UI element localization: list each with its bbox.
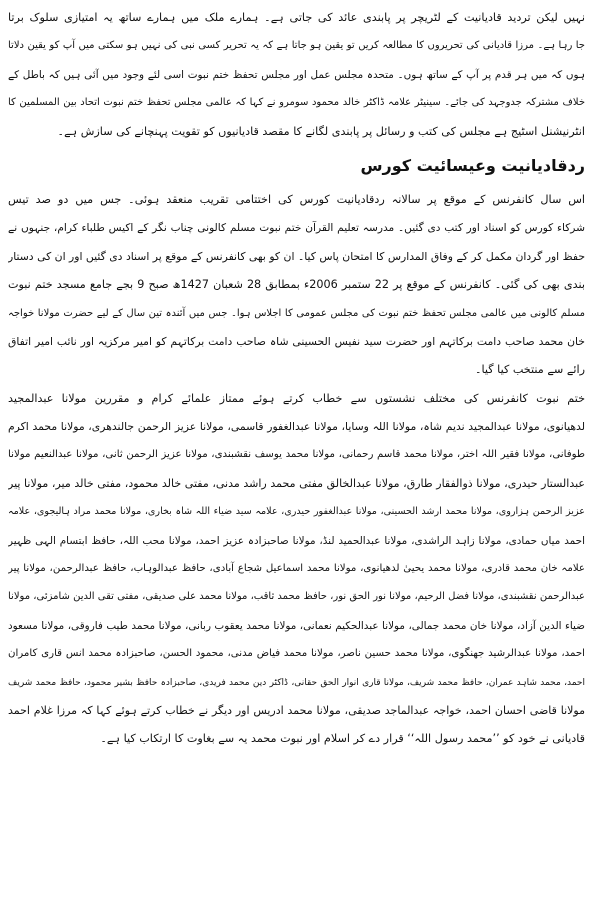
paragraph-speakers <box>8 385 585 754</box>
text-line: احمد، محمد شاہد عمران، حافظ محمد شریف، مولانا قاری انوار الحق حقانی، ڈاکٹر دین محمد فریدی، صاحبزادہ حافظ بشیر محمود، حافظ محمد شریف <box>8 677 585 688</box>
section-heading: ردقادیانیت وعیسائیت کورس <box>360 155 585 175</box>
text-line: عزیز الرحمن ہزاروی، مولانا محمد ارشد الحسینی، مولانا عبدالغفور حیدری، علامہ سید ضیاء اللہ شاہ بخاری، مولانا محمد مراد ہالیجوی، علامہ <box>8 506 585 518</box>
text-line: ہوں کہ میں ہر قدم پر آپ کے ساتھ ہوں۔ متحدہ مجلس عمل اور مجلس تحفظ ختم نبوت اسی لئے وجود میں آئی ہیں کہ باطل کے <box>8 68 585 81</box>
text-line: مسلم کالونی میں عالمی مجلس تحفظ ختم نبوت کی مجلس عمومی کا اجلاس ہوا۔ جس میں آئندہ تین سال کے لیے حضرت مولانا خواجہ <box>8 307 585 319</box>
text-line: رائے سے منتخب کیا گیا۔ <box>474 363 585 377</box>
text-line: جا رہا ہے۔ مرزا قادیانی کی تحریروں کا مطالعہ کریں تو یقین ہو جاتا ہے کہ یہ تحریر کسی نبی کی نہیں ہو سکتی میں آپ کو یقین دلاتا <box>8 40 585 52</box>
text-line: مولانا قاضی احسان احمد، خواجہ عبدالماجد صدیقی، مولانا محمد ادریس اور دیگر نے خطاب کرتے ہوئے کہا کہ مرزا غلام احمد <box>8 703 585 717</box>
text-line: خان محمد صاحب دامت برکاتہم اور حضرت سید نفیس الحسینی شاہ صاحب دامت برکاتہم کو امیر مرکزیہ اور نائب امیر اتفاق <box>8 334 585 348</box>
text-line: انٹرنیشنل اسٹیج ہے مجلس کی کتب و رسائل پر پابندی لگانے کا مقصد قادیانیوں کو تقویت پہنچانے کی سازش ہے۔ <box>57 124 585 138</box>
text-line: عبدالرحمن نقشبندی، مولانا فضل الرحیم، مولانا نور الحق نور، حافظ محمد ثاقب، مولانا محمد علی صدیقی، مفتی تقی الدین شامزئی، مولانا <box>8 591 585 603</box>
text-line: احمد، مولانا عبدالرشید جھنگوی، مولانا محمد حسین ناصر، مولانا محمد فیاض مدنی، محمود الحسن، صاحبزادہ محمد انس قاری کامران <box>8 648 585 660</box>
text-line: خلاف مشترکہ جدوجہد کی جائے۔ سینیٹر علامہ ڈاکٹر خالد محمود سومرو نے کہا کہ عالمی مجلس تحفظ ختم نبوت اتحاد بین المسلمین کا <box>8 97 585 109</box>
text-line: شرکاء کورس کو اسناد اور کتب دی گئیں۔ مدرسہ تعلیم القرآن ختم نبوت مسلم کالونی چناب نگر کے اکیس طلباء کرام، جنہوں نے <box>8 222 585 235</box>
paragraph-intro <box>8 4 585 146</box>
text-line: طوفانی، مولانا فقیر اللہ اختر، مولانا محمد قاسم رحمانی، مولانا محمد یوسف نقشبندی، مولانا عزیز الرحمن ثانی، مولانا عبدالنعیم مولانا <box>8 449 585 461</box>
text-line: عبدالستار حیدری، مولانا ذوالفقار طارق، مولانا عبدالخالق مفتی محمد راشد مدنی، مفتی خالد محمود، مفتی خالد میر، مولانا پیر <box>8 476 585 490</box>
text-line: حفظ اور گردان مکمل کر کے وفاق المدارس کا امتحان پاس کیا۔ ان کو بھی کانفرنس کے موقع پر اسناد دی گئیں اور ان کی دستار <box>8 249 585 263</box>
text-line: احمد میاں حمادی، مولانا زاہد الراشدی، مولانا عبدالحمید لنڈ، مولانا صاحبزادہ عزیز احمد، مولانا محب اللہ، حافظ ابتسام الہی ظہیر <box>8 534 585 547</box>
text-line: ختم نبوت کانفرنس کی مختلف نشستوں سے خطاب کرتے ہوئے ممتاز علمائے کرام و مقررین مولانا عبدالمجید <box>8 391 585 405</box>
paragraph-course <box>8 186 585 385</box>
text-line: قادیانی نے خود کو ’’محمد رسول اللہ‘‘ قرار دے کر اسلام اور نبوت محمد یہ سے بغاوت کا ارتکاب کیا ہے۔ <box>100 732 585 746</box>
text-line: لدھیانوی، مولانا عبدالمجید ندیم شاہ، مولانا اللہ وسایا، مولانا عبدالغفور قاسمی، مولانا عزیز الرحمن جالندھری، مولانا محمد اکرم <box>8 420 585 434</box>
text-line: بندی بھی کی گئی۔ کانفرنس کے موقع پر 22 ستمبر 2006ء بمطابق 28 شعبان 1427ھ صبح 9 بجے جامع مسجد ختم نبوت <box>8 278 585 292</box>
text-line: ضیاء الدین آزاد، مولانا خان محمد جمالی، مولانا عبدالحکیم نعمانی، مولانا محمد یعقوب ربانی، مولانا محمد طیب فاروقی، مولانا مسعود <box>8 619 585 632</box>
text-line: علامہ خان محمد قادری، مولانا محمد یحییٰ لدھیانوی، مولانا محمد اسماعیل شجاع آبادی، حافظ عبدالوہاب، حافظ عبدالرحمن، مولانا پیر <box>8 563 585 575</box>
text-line: اس سال کانفرنس کے موقع پر سالانہ ردقادیانیت کورس کی اختتامی تقریب منعقد ہوئی۔ جس میں دو صد تیس <box>8 192 585 206</box>
text-line: نہیں لیکن تردید قادیانیت کے لٹریچر پر پابندی عائد کی جاتی ہے۔ ہمارے ملک میں ہمارے ساتھ یہ امتیازی سلوک برتا <box>8 11 585 24</box>
